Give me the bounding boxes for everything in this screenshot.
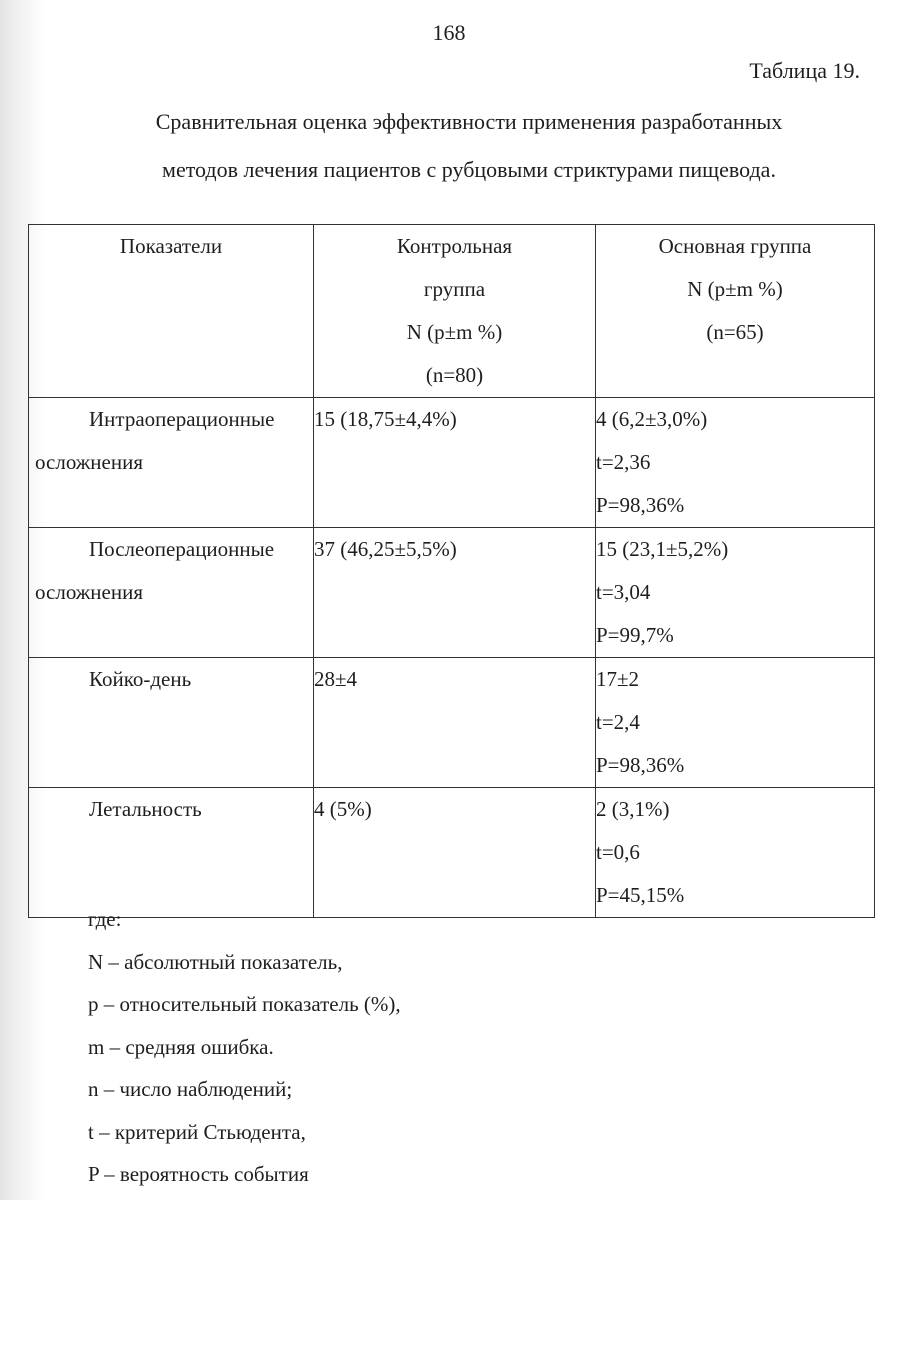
- title-line: методов лечения пациентов с рубцовыми стриктурами пищевода.: [162, 157, 776, 182]
- main-cell: 4 (6,2±3,0%) t=2,36 P=98,36%: [596, 398, 875, 528]
- table-row: [29, 398, 875, 528]
- control-cell: 4 (5%): [314, 788, 596, 918]
- main-cell: 2 (3,1%) t=0,6 P=45,15%: [596, 788, 875, 918]
- legend-item: P – вероятность события: [88, 1162, 309, 1186]
- page-number: 168: [432, 20, 466, 45]
- control-cell: 28±4: [314, 658, 596, 788]
- legend-item: N – абсолютный показатель,: [88, 949, 343, 974]
- indicator-cell: Послеоперационные осложнения: [29, 528, 314, 658]
- legend-item: n – число наблюдений;: [88, 1077, 293, 1101]
- indicator-cell: Интраоперационные осложнения: [29, 398, 314, 528]
- header-indicators: Показатели: [29, 225, 314, 398]
- indicator-cell: Койко-день: [29, 658, 314, 788]
- table-row: [29, 658, 875, 788]
- header-main-group: Основная группа N (p±m %) (n=65): [596, 225, 875, 398]
- title-line: Сравнительная оценка эффективности применения разработанных: [155, 109, 783, 134]
- table-header-row: [29, 225, 875, 398]
- legend-item: t – критерий Стьюдента,: [88, 1119, 306, 1144]
- table-row: [29, 528, 875, 658]
- comparison-table: [28, 224, 875, 918]
- control-cell: 37 (46,25±5,5%): [314, 528, 596, 658]
- indicator-cell: Летальность: [29, 788, 314, 918]
- main-cell: 15 (23,1±5,2%) t=3,04 P=99,7%: [596, 528, 875, 658]
- main-cell: 17±2 t=2,4 P=98,36%: [596, 658, 875, 788]
- table-label: Таблица 19.: [749, 58, 860, 83]
- legend-item: m – средняя ошибка.: [88, 1034, 274, 1059]
- legend-heading: где:: [88, 907, 122, 931]
- header-control-group: Контрольная группа N (p±m %) (n=80): [314, 225, 596, 398]
- legend: [88, 898, 401, 1196]
- legend-item: p – относительный показатель (%),: [88, 992, 401, 1016]
- control-cell: 15 (18,75±4,4%): [314, 398, 596, 528]
- table-title: [0, 98, 898, 194]
